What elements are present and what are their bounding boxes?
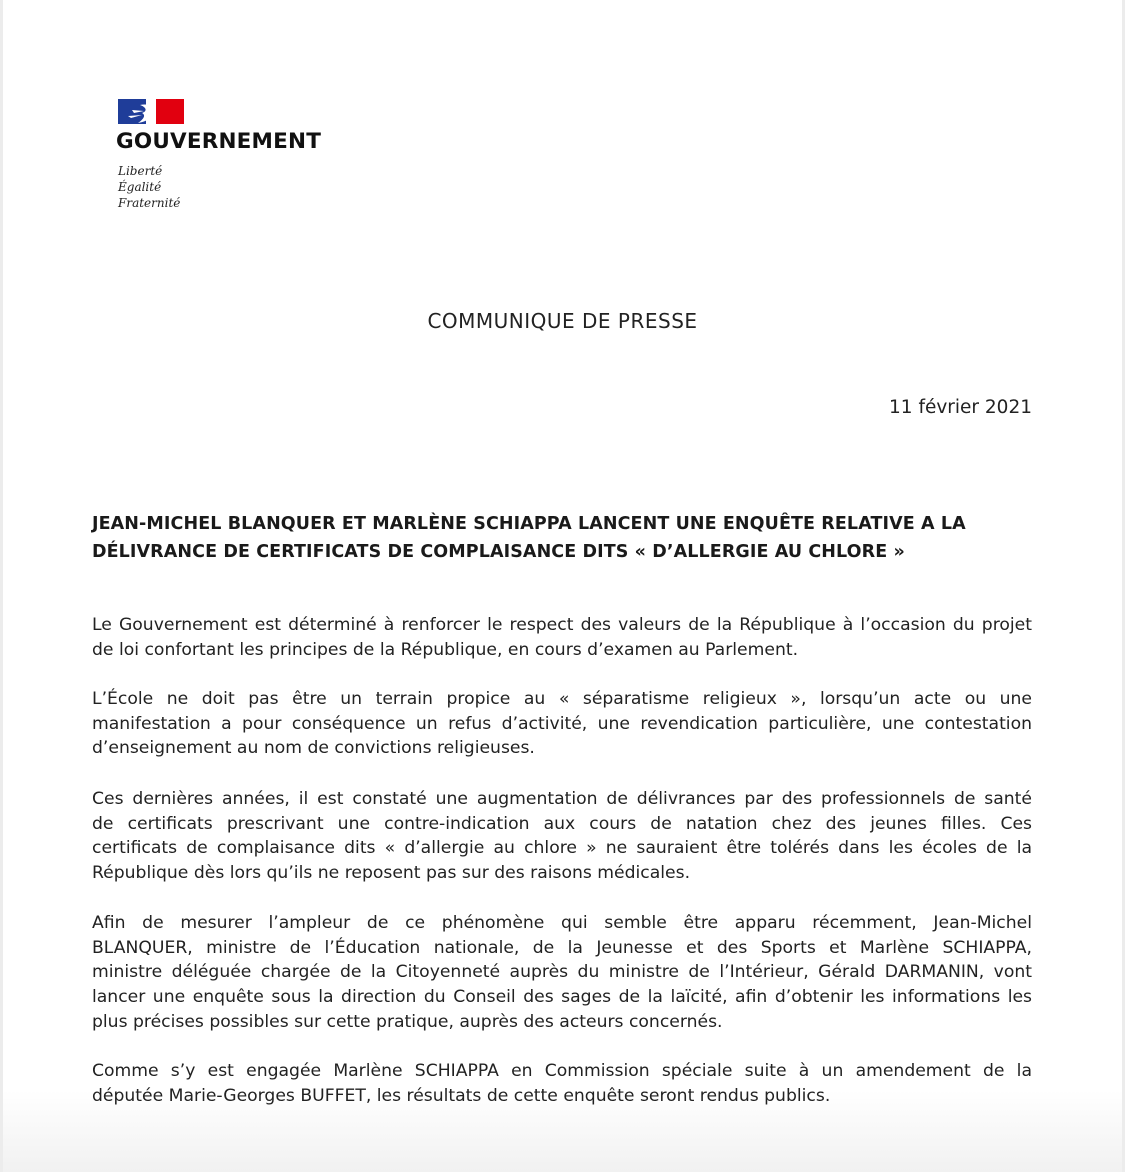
- text-line: Ces dernières années, il est constaté une augmentation de délivrances par des professionnels de santé: [92, 789, 1032, 809]
- title-line: JEAN-MICHEL BLANQUER ET MARLÈNE SCHIAPPA LANCENT UNE ENQUÊTE RELATIVE A LA: [92, 514, 966, 534]
- motto-egalite: Égalité: [118, 180, 162, 194]
- text-line: d’enseignement au nom de convictions religieuses.: [92, 738, 535, 759]
- document-heading: COMMUNIQUE DE PRESSE: [427, 309, 698, 333]
- text-line: certificats de complaisance dits « d’allergie au chlore » ne sauraient être tolérés dans les écoles de la: [92, 838, 1032, 859]
- government-wordmark: GOUVERNEMENT: [116, 129, 322, 154]
- paragraph-2: [92, 687, 1032, 761]
- marianne-flag-icon: [118, 99, 184, 124]
- motto-fraternite: Fraternité: [118, 196, 181, 210]
- text-line: République dès lors qu’ils ne reposent pas sur des raisons médicales.: [92, 863, 691, 884]
- text-line: députée Marie-Georges BUFFET, les résultats de cette enquête seront rendus publics.: [92, 1085, 831, 1106]
- document-date: 11 février 2021: [889, 397, 1032, 418]
- republic-motto: [118, 163, 180, 211]
- text-line: BLANQUER, ministre de l’Éducation nationale, de la Jeunesse et des Sports et Marlène SCHIAPPA,: [92, 937, 1032, 958]
- page-edge-left: [0, 0, 3, 1172]
- title-line: DÉLIVRANCE DE CERTIFICATS DE COMPLAISANCE DITS « D’ALLERGIE AU CHLORE »: [92, 542, 905, 562]
- text-line: Le Gouvernement est déterminé à renforcer le respect des valeurs de la République à l’occasion du projet: [92, 615, 1032, 635]
- text-line: L’École ne doit pas être un terrain propice au « séparatisme religieux », lorsqu’un acte ou une: [92, 689, 1032, 709]
- text-line: manifestation a pour conséquence un refus d’activité, une revendication particulière, une contestation: [92, 713, 1032, 734]
- text-line: plus précises possibles sur cette pratique, auprès des acteurs concernés.: [92, 1011, 723, 1032]
- text-line: ministre déléguée chargée de la Citoyenneté auprès du ministre de l’Intérieur, Gérald DARMANIN, vont: [92, 962, 1032, 983]
- text-line: Afin de mesurer l’ampleur de ce phénomène qui semble être apparu récemment, Jean-Michel: [92, 913, 1032, 933]
- paragraph-3: [92, 787, 1032, 886]
- text-line: de certificats prescrivant une contre-indication aux cours de natation chez des jeunes filles. Ces: [92, 813, 1032, 834]
- paragraph-5: [92, 1059, 1032, 1108]
- motto-liberte: Liberté: [118, 164, 163, 178]
- text-line: Comme s’y est engagée Marlène SCHIAPPA en Commission spéciale suite à un amendement de la: [92, 1061, 1032, 1081]
- text-line: lancer une enquête sous la direction du Conseil des sages de la laïcité, afin d’obtenir les informations les: [92, 987, 1032, 1008]
- text-line: de loi confortant les principes de la République, en cours d’examen au Parlement.: [92, 639, 799, 660]
- government-logo: [116, 99, 346, 214]
- paragraph-1: [92, 613, 1032, 662]
- paragraph-4: [92, 911, 1032, 1035]
- press-release-title: [92, 510, 1032, 566]
